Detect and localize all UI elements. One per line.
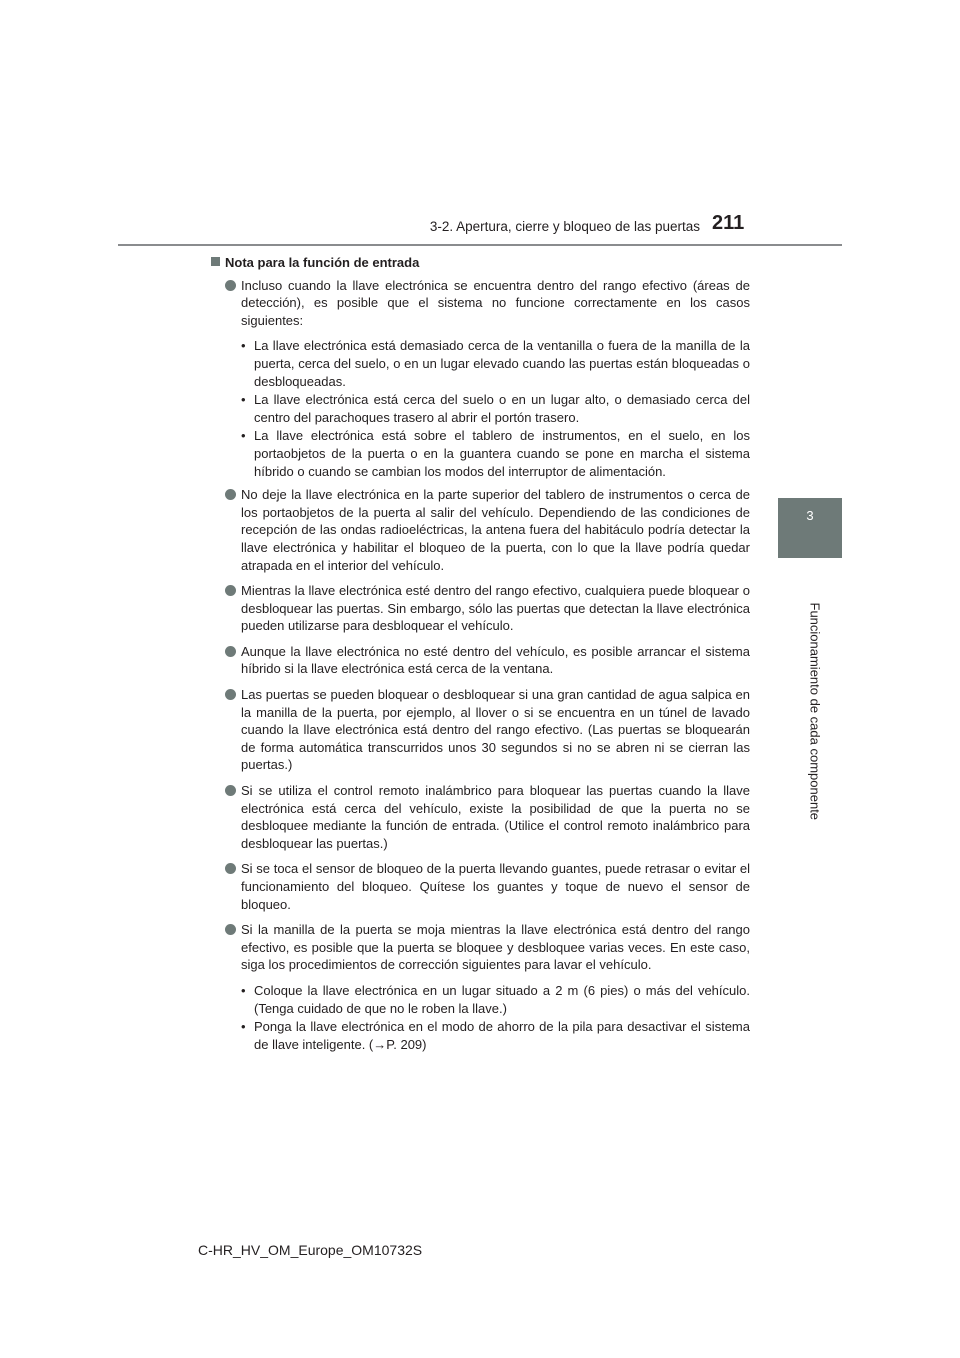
list-item-text: No deje la llave electrónica en la parte superior del tablero de instrumentos o cerca de los portaobjetos de la puerta al salir del vehículo. Dependiendo de las condiciones de recepción de las ondas radioeléctricas, la antena fuera del habitáculo podría detectar la llave electrónica y habilitar el bloqueo de la puerta, con lo que la llave podría quedar atrapada en el interior del vehículo. — [241, 487, 750, 573]
list-item-text: Aunque la llave electrónica no esté dentro del vehículo, es posible arrancar el sistema híbrido si la llave electrónica está cerca de la ventana. — [241, 643, 750, 677]
list-item-text: Si la manilla de la puerta se moja mientras la llave electrónica está dentro del rango efectivo, es posible que la puerta se bloquee y desbloquee varias veces. En este caso, siga los procedimientos de corrección siguientes para lavar el vehículo. — [241, 922, 750, 973]
section-heading-text: Nota para la función de entrada — [225, 255, 420, 270]
circle-bullet-icon — [225, 280, 236, 291]
circle-bullet-icon — [225, 585, 236, 596]
sub-list-item-text: Coloque la llave electrónica en un lugar situado a 2 m (6 pies) o más del vehículo. (Tenga cuidado de que no le roben la llave.) — [254, 982, 750, 1016]
chapter-tab — [778, 498, 842, 558]
header-divider — [118, 244, 842, 246]
dot-bullet-icon: • — [241, 338, 246, 354]
content-body — [210, 254, 750, 1059]
chapter-number: 3 — [806, 508, 814, 523]
sub-list-item-text: La llave electrónica está sobre el tablero de instrumentos, en el suelo, en los portaobjetos de la puerta o en la guantera cuando se pone en marcha el sistema híbrido o cuando se cambian los modos del interruptor de alimentación. — [254, 428, 750, 479]
sub-list-item-text: Ponga la llave electrónica en el modo de ahorro de la pila para desactivar el sistema de llave inteligente. (→P. 209) — [254, 1019, 750, 1052]
section-heading — [210, 254, 750, 272]
list-item — [210, 277, 750, 330]
circle-bullet-icon — [225, 646, 236, 657]
document-code: C-HR_HV_OM_Europe_OM10732S — [198, 1242, 423, 1258]
item-list — [210, 277, 750, 1054]
list-item — [210, 643, 750, 678]
dot-bullet-icon: • — [241, 1019, 246, 1035]
list-item-text: Incluso cuando la llave electrónica se encuentra dentro del rango efectivo (áreas de detección), es posible que el sistema no funcione correctamente en los casos siguientes: — [241, 277, 750, 328]
sub-list-item — [210, 982, 750, 1017]
sub-list — [210, 982, 750, 1053]
list-item-text: Las puertas se pueden bloquear o desbloquear si una gran cantidad de agua salpica en la manilla de la puerta, por ejemplo, al llover o si se encuentra en un túnel de lavado cuando la llave electrónica está dentro del rango efectivo. (Las puertas se bloquearán de forma automática transcurridos unos 30 segundos si no se abren ni se cierran las puertas.) — [241, 687, 750, 773]
dot-bullet-icon: • — [241, 428, 246, 444]
list-item — [210, 486, 750, 574]
sub-list — [210, 337, 750, 480]
list-item — [210, 582, 750, 635]
sub-list-item — [210, 337, 750, 390]
dot-bullet-icon: • — [241, 982, 246, 998]
page-number: 211 — [712, 212, 745, 234]
list-item — [210, 860, 750, 913]
circle-bullet-icon — [225, 785, 236, 796]
list-item-text: Si se utiliza el control remoto inalámbrico para bloquear las puertas cuando la llave electrónica está cerca del vehículo, existe la posibilidad de que la puerta no se desbloquee mediante la función de entrada. (Utilice el control remoto inalámbrico para desbloquear las puertas.) — [241, 783, 750, 851]
list-item — [210, 686, 750, 774]
list-item — [210, 782, 750, 852]
square-bullet-icon — [211, 257, 220, 266]
circle-bullet-icon — [225, 489, 236, 500]
sub-list-item — [210, 1018, 750, 1053]
sub-list-item — [210, 427, 750, 480]
dot-bullet-icon: • — [241, 392, 246, 408]
sub-list-item-text: La llave electrónica está cerca del suelo o en un lugar alto, o demasiado cerca del centro del parachoques trasero al abrir el portón trasero. — [254, 392, 750, 425]
circle-bullet-icon — [225, 924, 236, 935]
running-header-title: 3-2. Apertura, cierre y bloqueo de las puertas — [429, 219, 700, 234]
list-item-text: Si se toca el sensor de bloqueo de la puerta llevando guantes, puede retrasar o evitar el funcionamiento del bloqueo. Quítese los guantes y toque de nuevo el sensor de bloqueo. — [241, 861, 750, 912]
list-item — [210, 921, 750, 974]
sub-list-item-text: La llave electrónica está demasiado cerca de la ventanilla o fuera de la manilla de la puerta, cerca del suelo, o en un lugar elevado cuando las puertas están bloqueadas o desbloqueadas. — [254, 338, 750, 389]
circle-bullet-icon — [225, 863, 236, 874]
sub-list-item — [210, 391, 750, 426]
circle-bullet-icon — [225, 689, 236, 700]
list-item-text: Mientras la llave electrónica esté dentro del rango efectivo, cualquiera puede bloquear o desbloquear las puertas. Sin embargo, sólo las puertas que detectan la llave electrónica pueden utilizarse para desbloquear el vehículo. — [241, 583, 750, 634]
chapter-label: Funcionamiento de cada componente — [807, 602, 823, 821]
